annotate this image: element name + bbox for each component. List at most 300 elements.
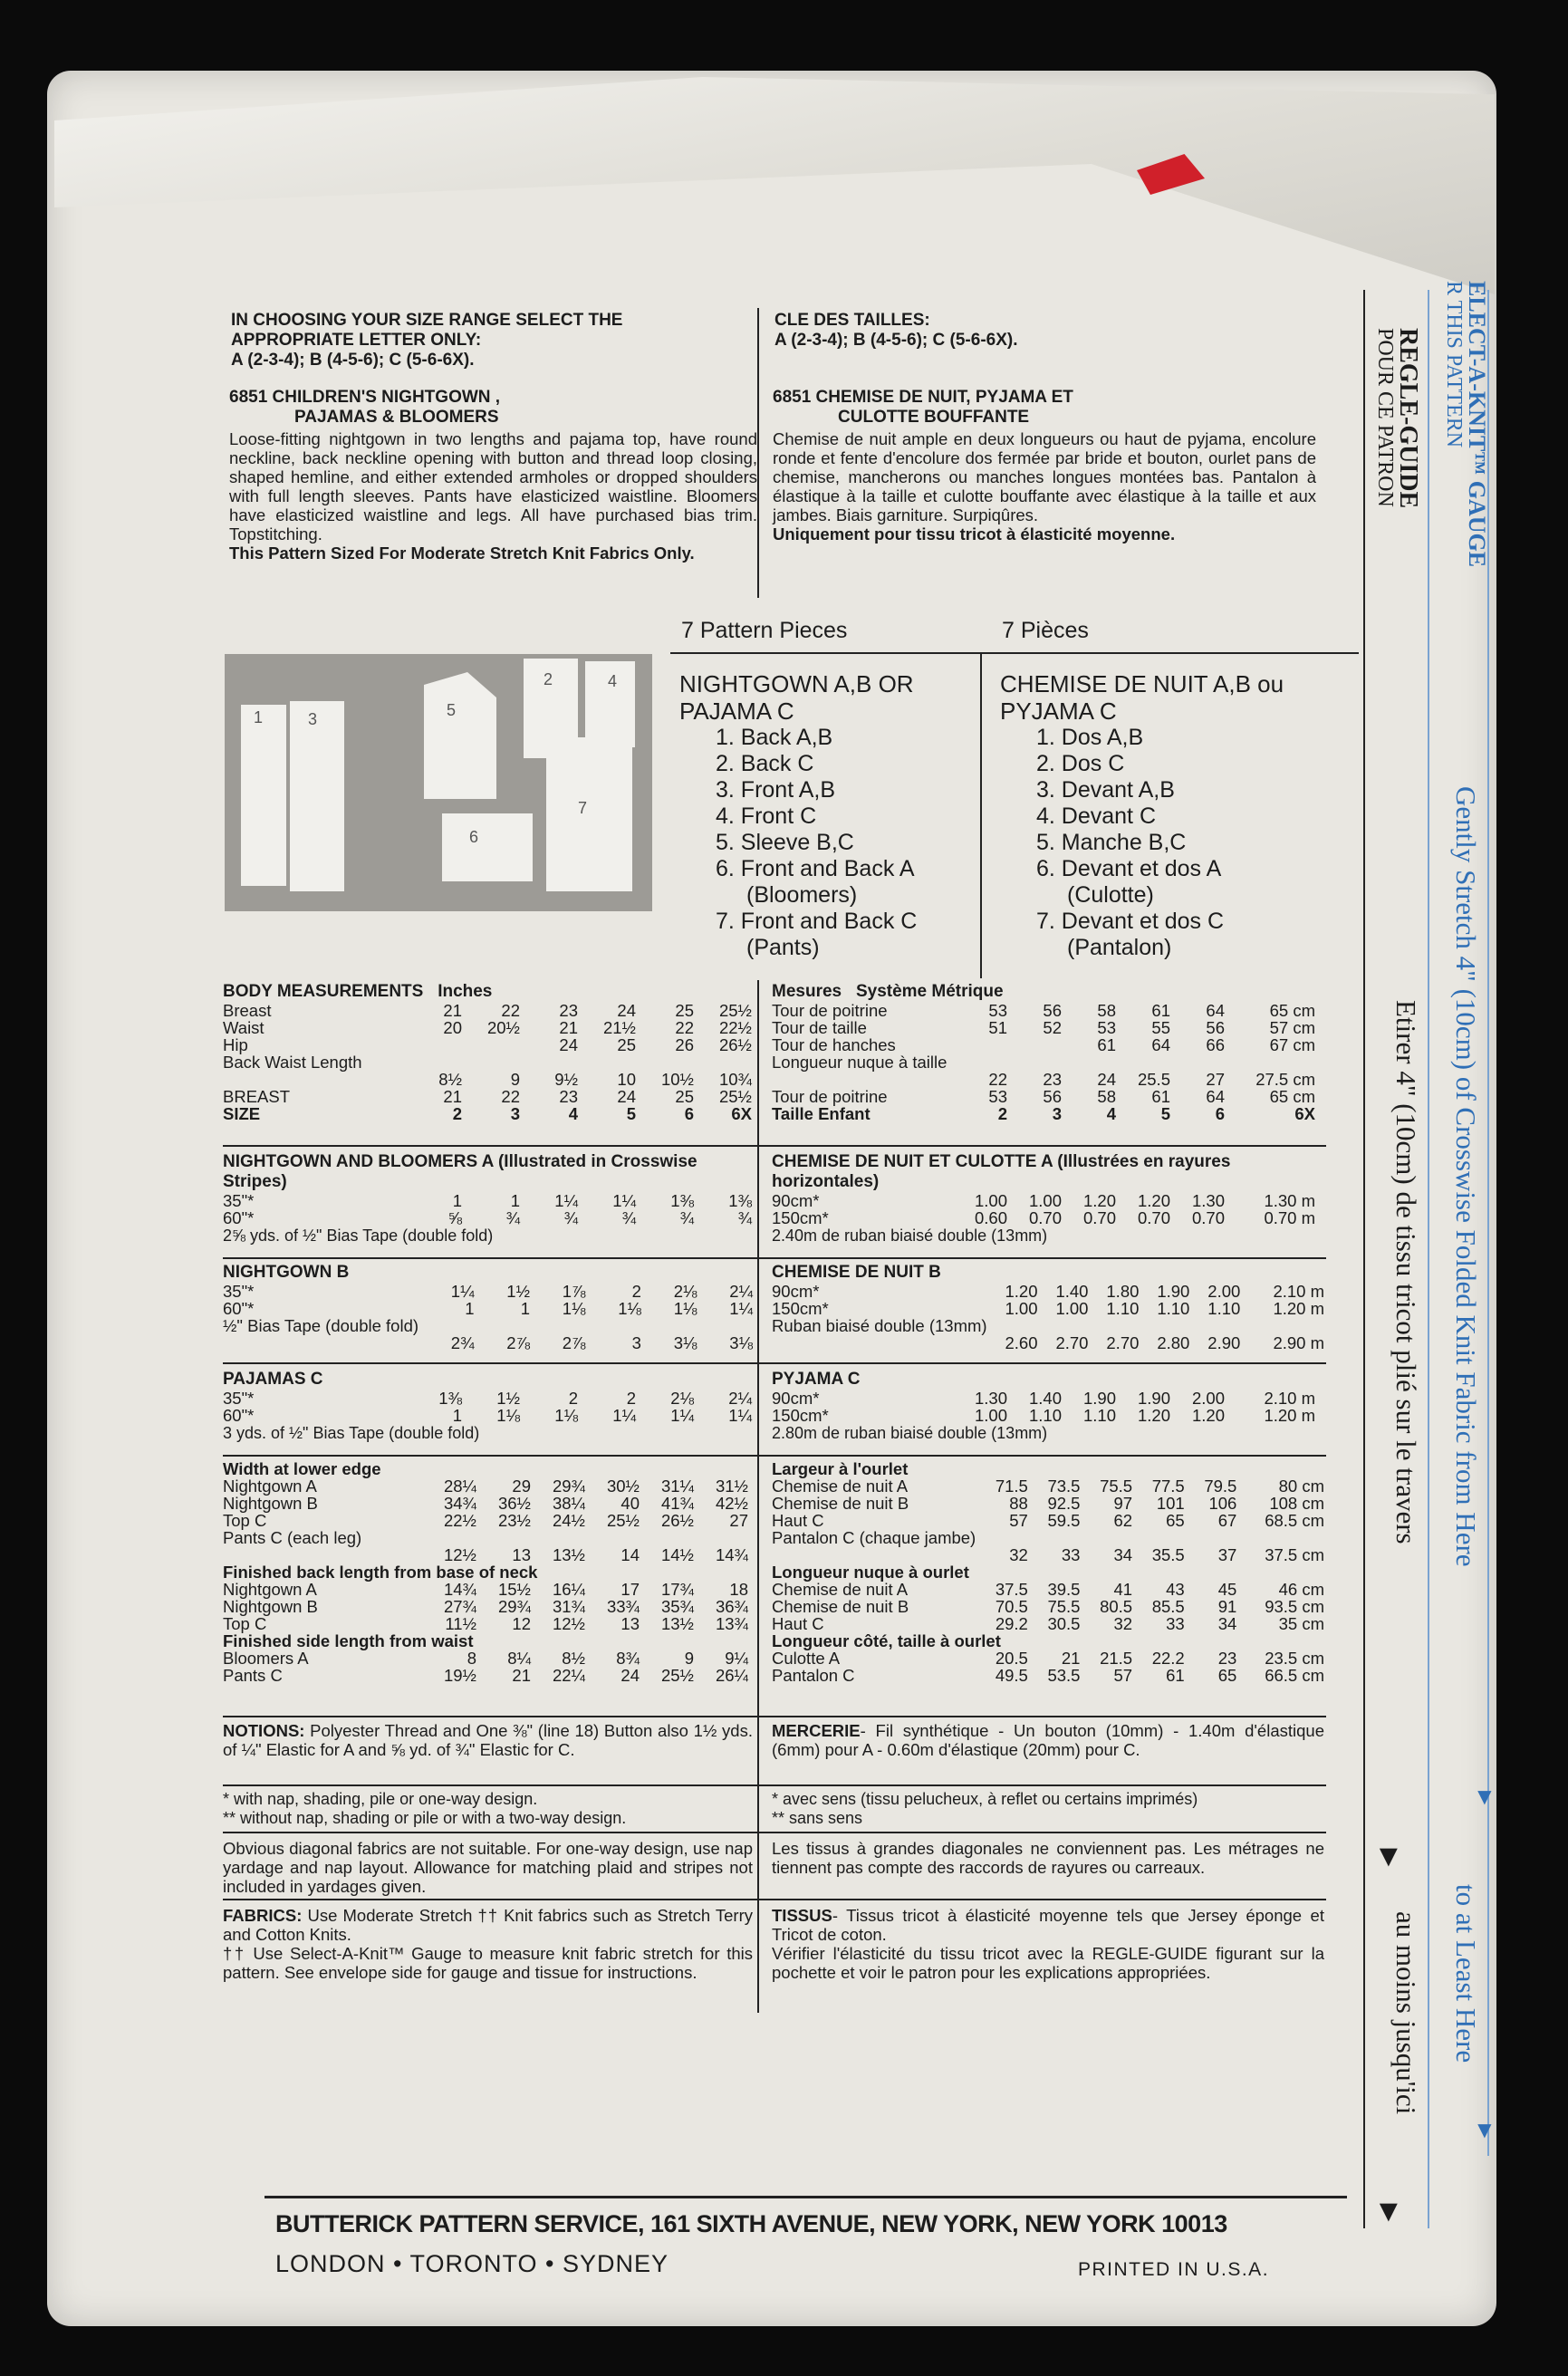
table-cell bbox=[462, 1053, 520, 1071]
table-cell bbox=[953, 1053, 1007, 1071]
en-description-note: This Pattern Sized For Moderate Stretch Knit Fabrics Only. bbox=[229, 543, 695, 563]
table-cell: 57 cm bbox=[1269, 1018, 1315, 1037]
table-cell: 57 bbox=[1113, 1666, 1133, 1685]
table-cell: 22 bbox=[988, 1070, 1007, 1089]
fr-finished-measurements bbox=[772, 1460, 1324, 1684]
table-cell: 35 cm bbox=[1278, 1614, 1324, 1633]
table-cell: 56 bbox=[1043, 1001, 1062, 1020]
row-label: SIZE bbox=[223, 1104, 261, 1123]
table-cell: 20 bbox=[443, 1018, 462, 1037]
table-cell: 101 bbox=[1156, 1494, 1185, 1513]
fr-size-heading-text: CLE DES TAILLES: bbox=[774, 311, 930, 330]
row-label: Hip bbox=[223, 1035, 248, 1054]
table-cell: 85.5 bbox=[1151, 1597, 1185, 1616]
table-cell: 2.70 bbox=[1106, 1333, 1140, 1352]
measurement-table bbox=[772, 1002, 1315, 1122]
table-cell: 1.00 bbox=[1005, 1299, 1038, 1318]
table-cell: 37 bbox=[1217, 1545, 1237, 1564]
table-cell: 1¼ bbox=[729, 1299, 753, 1318]
fr-body-measurements-table bbox=[772, 1002, 1324, 1122]
table-row bbox=[772, 1209, 1315, 1226]
en-notions bbox=[223, 1721, 753, 1759]
table-cell: 56 bbox=[1206, 1018, 1225, 1037]
en-yardage-c-title: PAJAMAS C bbox=[223, 1370, 323, 1389]
table-cell bbox=[585, 1529, 640, 1546]
table-cell bbox=[987, 1317, 1038, 1334]
table-cell: 1½ bbox=[496, 1389, 520, 1408]
table-cell: 17¾ bbox=[660, 1580, 694, 1599]
table-cell bbox=[1007, 1036, 1062, 1053]
table-row bbox=[772, 1088, 1315, 1105]
table-cell: 1¼ bbox=[450, 1282, 475, 1301]
fr-piece-list-heading: CHEMISE DE NUIT A,B ou bbox=[1000, 670, 1284, 697]
table-cell: 65 cm bbox=[1269, 1001, 1315, 1020]
table-cell: 1⅛ bbox=[562, 1299, 586, 1318]
table-cell: 12½ bbox=[552, 1614, 585, 1633]
table-cell: ¾ bbox=[621, 1208, 636, 1227]
table-cell: 1½ bbox=[506, 1282, 530, 1301]
row-label bbox=[223, 1334, 418, 1352]
table-cell: 93.5 cm bbox=[1265, 1597, 1324, 1616]
table-cell: 1⅛ bbox=[554, 1406, 578, 1425]
en-piece-item: (Pants) bbox=[746, 935, 820, 960]
row-label: Chemise de nuit A bbox=[772, 1580, 909, 1599]
table-cell: 24 bbox=[559, 1035, 578, 1054]
fr-description-title: 6851 CHEMISE DE NUIT, PYJAMA ET bbox=[773, 388, 1073, 407]
row-label: 150cm* bbox=[772, 1406, 829, 1425]
table-cell: 14¾ bbox=[715, 1545, 748, 1564]
en-piece-count: 7 Pattern Pieces bbox=[681, 618, 848, 643]
table-cell: 75.5 bbox=[1047, 1597, 1081, 1616]
table-cell: 14½ bbox=[660, 1545, 694, 1564]
table-cell: 1⅜ bbox=[438, 1389, 462, 1408]
column-divider-top bbox=[757, 308, 759, 598]
measurement-table bbox=[772, 1283, 1324, 1352]
row-label: Chemise de nuit B bbox=[772, 1494, 909, 1513]
table-cell: 20½ bbox=[486, 1018, 520, 1037]
table-row bbox=[223, 1512, 748, 1529]
table-row bbox=[223, 1390, 752, 1407]
en-piece-item: 5. Sleeve B,C bbox=[716, 830, 854, 855]
table-cell: 1.30 bbox=[1191, 1191, 1225, 1210]
table-cell: 1.30 m bbox=[1264, 1191, 1315, 1210]
fr-finished-table bbox=[772, 1460, 1324, 1684]
table-cell: 77.5 bbox=[1151, 1477, 1185, 1496]
table-cell: 61 bbox=[1166, 1666, 1185, 1685]
fr-piece-item: 6. Devant et dos A bbox=[1036, 856, 1222, 881]
table-cell: 2 bbox=[997, 1104, 1007, 1123]
row-label: 60"* bbox=[223, 1406, 255, 1425]
row-label bbox=[772, 1071, 953, 1088]
table-cell: 8½ bbox=[438, 1070, 462, 1089]
table-row bbox=[223, 1546, 748, 1563]
table-row bbox=[223, 1563, 748, 1581]
table-cell bbox=[694, 1529, 748, 1546]
table-cell: 1.40 bbox=[1028, 1389, 1062, 1408]
fr-description-note: Uniquement pour tissu tricot à élasticité moyenne. bbox=[773, 524, 1176, 543]
table-row bbox=[772, 1667, 1324, 1684]
table-cell: 25½ bbox=[660, 1666, 694, 1685]
en-yardage-b-table bbox=[223, 1283, 753, 1352]
row-label: Finished back length from base of neck bbox=[223, 1563, 538, 1582]
table-cell: 65 bbox=[1217, 1666, 1237, 1685]
table-cell: 6X bbox=[1294, 1104, 1315, 1123]
table-row bbox=[223, 1283, 753, 1300]
table-cell: 18 bbox=[729, 1580, 748, 1599]
table-cell: 1.00 bbox=[1055, 1299, 1089, 1318]
table-cell: 26¼ bbox=[715, 1666, 748, 1685]
en-piece-item: 1. Back A,B bbox=[716, 725, 833, 750]
table-cell: 1.20 bbox=[1137, 1191, 1170, 1210]
table-cell: 1 bbox=[465, 1299, 475, 1318]
table-cell: 64 bbox=[1206, 1001, 1225, 1020]
en-piece-item: 7. Front and Back C bbox=[716, 909, 918, 934]
table-cell: 23.5 cm bbox=[1265, 1649, 1324, 1668]
measurement-table bbox=[223, 1460, 748, 1684]
gauge-arrow-down-icon: ▼ bbox=[1473, 1783, 1496, 1810]
table-row bbox=[223, 1105, 752, 1122]
fr-nap-note: * avec sens (tissu pelucheux, à reflet ou certains imprimés) bbox=[772, 1790, 1198, 1808]
table-row bbox=[772, 1002, 1315, 1019]
table-cell: 52 bbox=[1043, 1018, 1062, 1037]
table-row bbox=[223, 1036, 752, 1053]
table-cell: 106 bbox=[1208, 1494, 1237, 1513]
table-row bbox=[223, 1300, 753, 1317]
table-cell: 26½ bbox=[660, 1511, 694, 1530]
table-row bbox=[223, 1529, 748, 1546]
fr-fabrics bbox=[772, 1906, 1324, 1982]
table-cell: 23 bbox=[1217, 1649, 1237, 1668]
table-cell: 2.90 bbox=[1207, 1333, 1241, 1352]
row-label: Width at lower edge bbox=[223, 1459, 381, 1478]
table-cell: 9¼ bbox=[725, 1649, 748, 1668]
table-cell bbox=[1088, 1317, 1139, 1334]
table-cell: 32 bbox=[1009, 1545, 1028, 1564]
table-cell bbox=[418, 1317, 474, 1334]
piece-3-label: 3 bbox=[308, 710, 318, 728]
table-row bbox=[223, 1667, 748, 1684]
table-row bbox=[223, 1581, 748, 1598]
table-cell: 26½ bbox=[718, 1035, 752, 1054]
measurement-table bbox=[223, 1192, 752, 1226]
table-cell: 32 bbox=[1113, 1614, 1133, 1633]
fr-piece-item: 7. Devant et dos C bbox=[1036, 909, 1225, 934]
table-cell: 3⅛ bbox=[673, 1333, 697, 1352]
en-nap-notes bbox=[223, 1790, 753, 1828]
table-row bbox=[772, 1563, 1324, 1581]
en-fabrics-gauge-note: †† Use Select-A-Knit™ Gauge to measure knit fabric stretch for this pattern. See envelope side for gauge and tissue for instructions. bbox=[223, 1944, 753, 1982]
table-row bbox=[772, 1615, 1324, 1632]
table-cell bbox=[1240, 1317, 1324, 1334]
table-row bbox=[772, 1334, 1324, 1352]
row-label: Pants C (each leg) bbox=[223, 1528, 362, 1547]
en-yardage-c bbox=[223, 1370, 753, 1443]
table-cell: 26 bbox=[675, 1035, 694, 1054]
en-body-measurements bbox=[223, 982, 753, 1122]
table-cell: 39.5 bbox=[1047, 1580, 1081, 1599]
table-cell: 1.10 bbox=[1157, 1299, 1190, 1318]
gauge-rail-outer-edge bbox=[1487, 290, 1489, 2156]
gauge-rail-left-edge bbox=[1363, 290, 1365, 2228]
table-cell: 30½ bbox=[606, 1477, 640, 1496]
table-row bbox=[772, 1477, 1324, 1495]
row-label: Tour de hanches bbox=[772, 1035, 896, 1054]
row-label: Waist bbox=[223, 1018, 265, 1037]
fr-yardage-a-table bbox=[772, 1192, 1324, 1226]
table-cell: 25 bbox=[675, 1001, 694, 1020]
fr-description bbox=[773, 388, 1316, 543]
fr-yardage-a bbox=[772, 1152, 1324, 1246]
table-cell: 2.90 m bbox=[1273, 1333, 1324, 1352]
table-cell: 2.00 bbox=[1207, 1282, 1241, 1301]
measurement-table bbox=[223, 1283, 753, 1352]
table-cell bbox=[578, 1053, 636, 1071]
row-label: Nightgown B bbox=[223, 1597, 318, 1616]
table-cell: 19½ bbox=[443, 1666, 476, 1685]
table-cell: 1 bbox=[520, 1299, 530, 1318]
table-cell: 25 bbox=[675, 1087, 694, 1106]
table-cell: 58 bbox=[1097, 1001, 1116, 1020]
table-cell: 57 bbox=[1009, 1511, 1028, 1530]
en-yardage-c-table bbox=[223, 1390, 753, 1424]
table-cell: 108 cm bbox=[1269, 1494, 1324, 1513]
fr-piece-item: 5. Manche B,C bbox=[1036, 830, 1187, 855]
table-cell: 1⅛ bbox=[618, 1299, 641, 1318]
table-cell: 65 bbox=[1166, 1511, 1185, 1530]
table-cell: 68.5 cm bbox=[1265, 1511, 1324, 1530]
select-a-knit-subtitle: R THIS PATTERN bbox=[1442, 281, 1466, 448]
table-row bbox=[772, 1053, 1315, 1071]
table-cell bbox=[462, 1036, 520, 1053]
gauge-arrow-down-icon: ▼ bbox=[1373, 1839, 1404, 1873]
table-cell bbox=[404, 1036, 462, 1053]
table-cell: 1.90 bbox=[1137, 1389, 1170, 1408]
fr-yardage-b-table bbox=[772, 1283, 1324, 1352]
table-row bbox=[772, 1071, 1315, 1088]
table-cell: 21½ bbox=[602, 1018, 636, 1037]
fr-fabrics-label: TISSUS bbox=[772, 1906, 832, 1925]
table-cell: 25½ bbox=[718, 1087, 752, 1106]
table-cell: 24½ bbox=[552, 1511, 585, 1530]
row-label: 90cm* bbox=[772, 1389, 820, 1408]
table-cell: 0.60 bbox=[974, 1208, 1007, 1227]
table-cell: 22.2 bbox=[1151, 1649, 1185, 1668]
table-cell bbox=[475, 1317, 530, 1334]
table-cell: 8¾ bbox=[616, 1649, 640, 1668]
table-row bbox=[772, 1512, 1324, 1529]
table-cell: 1 bbox=[452, 1191, 462, 1210]
row-label: 60"* bbox=[223, 1208, 255, 1227]
table-cell: 33¾ bbox=[606, 1597, 640, 1616]
fr-piece-count: 7 Pièces bbox=[1002, 618, 1089, 643]
table-cell bbox=[1170, 1053, 1225, 1071]
table-cell: 41¾ bbox=[660, 1494, 694, 1513]
row-label: Haut C bbox=[772, 1511, 824, 1530]
row-label bbox=[223, 1546, 422, 1563]
table-cell: 4 bbox=[568, 1104, 578, 1123]
row-label: Chemise de nuit B bbox=[772, 1597, 909, 1616]
row-label: Bloomers A bbox=[223, 1649, 309, 1668]
table-cell: 41 bbox=[1113, 1580, 1133, 1599]
pieces-top-rule bbox=[670, 652, 1359, 654]
piece-1-shape bbox=[241, 705, 286, 886]
table-cell: 4 bbox=[1106, 1104, 1116, 1123]
pieces-divider bbox=[980, 652, 982, 978]
table-cell: 67 cm bbox=[1269, 1035, 1315, 1054]
table-row bbox=[223, 1615, 748, 1632]
row-label: Pantalon C (chaque jambe) bbox=[772, 1528, 976, 1547]
table-cell: 28¼ bbox=[443, 1477, 476, 1496]
table-row bbox=[223, 1071, 752, 1088]
en-size-heading-text: IN CHOOSING YOUR SIZE RANGE SELECT THE APPROPRIATE LETTER ONLY: bbox=[231, 311, 623, 350]
table-cell: 2.10 m bbox=[1273, 1282, 1324, 1301]
piece-7-shape bbox=[546, 737, 632, 891]
table-cell: 8½ bbox=[562, 1649, 585, 1668]
table-cell: 8 bbox=[467, 1649, 476, 1668]
table-cell bbox=[1038, 1317, 1089, 1334]
table-cell: 61 bbox=[1151, 1087, 1170, 1106]
table-cell: 61 bbox=[1097, 1035, 1116, 1054]
gauge-stretch-instruction-en: Gently Stretch 4" (10cm) of Crosswise Folded Knit Fabric from Here bbox=[1450, 786, 1482, 1567]
table-cell: 3 bbox=[510, 1104, 520, 1123]
table-cell bbox=[585, 1317, 640, 1334]
fr-piece-list bbox=[1000, 670, 1362, 961]
table-cell: 37.5 cm bbox=[1265, 1545, 1324, 1564]
fr-notions-text: - Fil synthétique - Un bouton (10mm) - 1.40m d'élastique (6mm) pour A - 0.60m d'élastique (20mm) pour C. bbox=[772, 1721, 1324, 1759]
table-cell: 0.70 bbox=[1028, 1208, 1062, 1227]
table-cell: 66.5 cm bbox=[1265, 1666, 1324, 1685]
en-body-measurements-unit: Inches bbox=[438, 982, 493, 1001]
row-label: Longueur nuque à taille bbox=[772, 1053, 948, 1072]
table-cell: 16¼ bbox=[552, 1580, 585, 1599]
table-cell: 31½ bbox=[715, 1477, 748, 1496]
table-cell: 17 bbox=[620, 1580, 640, 1599]
table-cell: 15½ bbox=[497, 1580, 531, 1599]
table-cell bbox=[640, 1529, 694, 1546]
row-label: 150cm* bbox=[772, 1208, 829, 1227]
table-cell: 2 bbox=[631, 1282, 641, 1301]
table-row bbox=[772, 1650, 1324, 1667]
en-yardage-a-table bbox=[223, 1192, 753, 1226]
table-cell: 2.80 bbox=[1157, 1333, 1190, 1352]
table-cell: 3 bbox=[631, 1333, 641, 1352]
table-cell: 80 cm bbox=[1278, 1477, 1324, 1496]
table-cell: 2⅛ bbox=[673, 1282, 697, 1301]
table-row bbox=[772, 1495, 1324, 1512]
table-row bbox=[223, 1598, 748, 1615]
table-cell: 1.00 bbox=[974, 1191, 1007, 1210]
table-cell: 2 bbox=[626, 1389, 636, 1408]
publisher-address: BUTTERICK PATTERN SERVICE, 161 SIXTH AVENUE, NEW YORK, NEW YORK 10013 bbox=[275, 2210, 1227, 2237]
fr-size-letters: A (2-3-4); B (4-5-6); C (5-6-6X). bbox=[774, 331, 1018, 350]
en-nap-note: ** without nap, shading or pile or with a two-way design. bbox=[223, 1809, 627, 1827]
table-cell: 62 bbox=[1113, 1511, 1133, 1530]
row-label: Top C bbox=[223, 1614, 267, 1633]
table-cell: 53.5 bbox=[1047, 1666, 1081, 1685]
table-row bbox=[772, 1529, 1324, 1546]
table-cell bbox=[697, 1317, 753, 1334]
table-cell: 1.00 bbox=[1028, 1191, 1062, 1210]
en-yardage-c-tape: 3 yds. of ½" Bias Tape (double fold) bbox=[223, 1424, 480, 1442]
table-cell: 23½ bbox=[497, 1511, 531, 1530]
table-cell: 2⅞ bbox=[506, 1333, 530, 1352]
en-description bbox=[229, 388, 757, 563]
table-row bbox=[772, 1192, 1315, 1209]
fr-yardage-a-tape: 2.40m de ruban biaisé double (13mm) bbox=[772, 1226, 1048, 1245]
table-cell: 35.5 bbox=[1151, 1545, 1185, 1564]
row-label: 150cm* bbox=[772, 1299, 829, 1318]
table-cell: 43 bbox=[1166, 1580, 1185, 1599]
row-label: Culotte A bbox=[772, 1649, 841, 1668]
row-label: 60"* bbox=[223, 1299, 255, 1318]
table-cell bbox=[530, 1317, 585, 1334]
pattern-pieces-diagram bbox=[225, 654, 652, 911]
measurement-table bbox=[772, 1390, 1315, 1424]
table-cell: 2⅞ bbox=[562, 1333, 586, 1352]
table-cell: 53 bbox=[988, 1001, 1007, 1020]
en-piece-list-heading: NIGHTGOWN A,B OR bbox=[679, 670, 914, 697]
table-cell bbox=[1028, 1529, 1081, 1546]
table-cell: 31¼ bbox=[660, 1477, 694, 1496]
table-cell: 1¼ bbox=[554, 1191, 578, 1210]
table-cell: 56 bbox=[1043, 1087, 1062, 1106]
rule-after-diagonal bbox=[223, 1899, 1326, 1900]
fr-yardage-c-title: PYJAMA C bbox=[772, 1370, 861, 1389]
fr-yardage-c-table bbox=[772, 1390, 1324, 1424]
table-cell: ¾ bbox=[505, 1208, 520, 1227]
row-label bbox=[772, 1546, 976, 1563]
table-cell: 67 bbox=[1217, 1511, 1237, 1530]
row-label bbox=[772, 1334, 987, 1352]
table-cell: 13½ bbox=[660, 1614, 694, 1633]
table-cell: 22 bbox=[501, 1001, 520, 1020]
table-cell: 1.20 bbox=[1137, 1406, 1170, 1425]
table-cell: 71.5 bbox=[995, 1477, 1028, 1496]
table-cell bbox=[1080, 1529, 1132, 1546]
en-yardage-b bbox=[223, 1263, 753, 1352]
table-cell: 1⅛ bbox=[496, 1406, 520, 1425]
table-cell: 25½ bbox=[718, 1001, 752, 1020]
table-cell: 73.5 bbox=[1047, 1477, 1081, 1496]
table-cell bbox=[1007, 1053, 1062, 1071]
piece-1-label: 1 bbox=[254, 708, 264, 726]
table-cell: 27 bbox=[729, 1511, 748, 1530]
table-cell: 64 bbox=[1151, 1035, 1170, 1054]
row-label: Tour de taille bbox=[772, 1018, 867, 1037]
table-cell bbox=[1225, 1053, 1315, 1071]
table-cell bbox=[1062, 1053, 1116, 1071]
table-row bbox=[772, 1019, 1315, 1036]
table-cell: 38¼ bbox=[552, 1494, 585, 1513]
table-cell: 27.5 cm bbox=[1255, 1070, 1315, 1089]
table-cell: 35¾ bbox=[660, 1597, 694, 1616]
table-cell: 34¾ bbox=[443, 1494, 476, 1513]
en-notions-label: NOTIONS: bbox=[223, 1721, 305, 1740]
fr-yardage-c bbox=[772, 1370, 1324, 1443]
table-cell: 33 bbox=[1166, 1614, 1185, 1633]
en-fabrics-text: Use Moderate Stretch †† Knit fabrics such as Stretch Terry and Cotton Knits. bbox=[223, 1906, 753, 1944]
table-cell: 24 bbox=[1097, 1070, 1116, 1089]
table-cell: 65 cm bbox=[1269, 1087, 1315, 1106]
table-cell: 0.70 m bbox=[1264, 1208, 1315, 1227]
table-cell: 6 bbox=[1215, 1104, 1225, 1123]
table-cell bbox=[636, 1053, 694, 1071]
table-cell bbox=[1116, 1053, 1170, 1071]
table-cell: 22½ bbox=[443, 1511, 476, 1530]
table-cell: 1¼ bbox=[612, 1406, 636, 1425]
table-cell: 92.5 bbox=[1047, 1494, 1081, 1513]
row-label: Top C bbox=[223, 1511, 267, 1530]
